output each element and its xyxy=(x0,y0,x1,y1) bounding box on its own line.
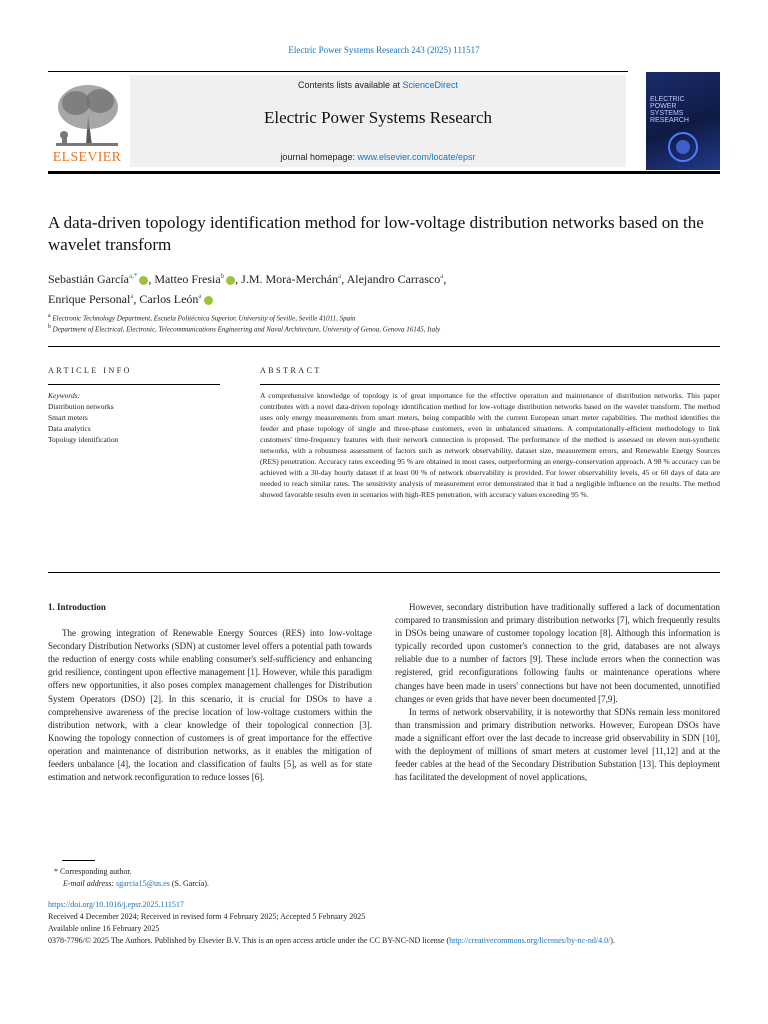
article-title: A data-driven topology identification method for low-voltage distribution networks based on the wavelet transform xyxy=(48,213,704,254)
cover-title: ELECTRIC POWER SYSTEMS RESEARCH xyxy=(650,96,689,124)
author-name[interactable]: J.M. Mora-Merchán xyxy=(241,272,339,286)
doi-link[interactable]: https://doi.org/10.1016/j.epsr.2025.111517 xyxy=(48,900,184,909)
license-link[interactable]: http://creativecommons.org/licenses/by-nc-nd/4.0/ xyxy=(449,936,611,945)
journal-name: Electric Power Systems Research xyxy=(263,108,492,127)
body-paragraph: In terms of network observability, it is noteworthy that SDNs remain less monitored than transmission and primary distribution networks. However, European DSOs have made a significant effort over the last decade to increase grid observability in SDN [10], with the deployment of millions of smart meters at customer level [11,12] and at the feeder cables at the head of the Secondary Distribution Substation [13]. This deployment has facilitated the development of novel applications, xyxy=(395,706,720,783)
header-bottom-rule xyxy=(48,171,720,174)
author-name[interactable]: Sebastián García xyxy=(48,272,129,286)
license-line: 0378-7796/© 2025 The Authors. Published by Elsevier B.V. This is an open access article under the CC BY-NC-ND license (http://creativecommons.org/licenses/by-nc-nd/4.0/). xyxy=(48,936,615,945)
author-name[interactable]: Matteo Fresia xyxy=(154,272,221,286)
keywords-label: Keywords: xyxy=(48,391,81,400)
footnote-rule xyxy=(62,860,95,861)
available-online: Available online 16 February 2025 xyxy=(48,924,160,933)
homepage-link[interactable]: www.elsevier.com/locate/epsr xyxy=(357,152,476,162)
keyword: Smart meters xyxy=(48,413,88,422)
author-name[interactable]: Enrique Personal xyxy=(48,292,131,306)
divider xyxy=(48,384,220,385)
author-name[interactable]: Alejandro Carrasco xyxy=(346,272,441,286)
affiliation: $^b$ Department of Electrical, Electronic, Telecommunications Engineering and Naval Architecture, University of Genoa, Genova 16145, Italy xyxy=(48,324,441,334)
header-top-rule xyxy=(48,71,628,72)
received-dates: Received 4 December 2024; Received in revised form 4 February 2025; Accepted 5 February 2025 xyxy=(48,912,366,921)
keywords-block xyxy=(48,390,228,445)
divider xyxy=(48,346,720,347)
homepage-line: journal homepage: www.elsevier.com/locate/epsr xyxy=(280,152,476,162)
body-paragraph: The growing integration of Renewable Energy Sources (RES) into low-voltage Secondary Distribution Networks (SDN) at customer level offers a potential path towards the reduction of energy costs while enabling consumer's self-sufficiency and enhancing grid resilience, contingent upon effective management [1]. However, while this paradigm offers new opportunities, it also poses complex management challenges for Distribution System Operators (DSO) [2]. In this scenario, it is crucial for DSOs to have a comprehensive awareness of the precise location of low-voltage customers within the distribution network, with a clear knowledge of their topological connection [3]. Knowing the topology connection of customers is of great importance for the effective operation and maintenance of distribution networks, as it enables the mitigation of feeders unbalance [4], the location and classification of faults [5], as well as for state estimation and network reconfiguration to reduce losses [6]. xyxy=(48,628,372,783)
journal-cover xyxy=(646,72,720,170)
article-info-heading: ARTICLE INFO xyxy=(48,366,132,375)
orcid-icon[interactable] xyxy=(139,276,148,285)
author-list: Sebastián García$^{a,*}$ , Matteo Fresia$^b$ , J.M. Mora-Merchán$^a$, Alejandro Carrasco$^a$, Enrique Personal$^a$, Carlos León$^a$ xyxy=(48,272,447,306)
body-right-column xyxy=(395,601,720,784)
abstract-text: A comprehensive knowledge of topology is of great importance for the effective operation and maintenance of distribution networks. This paper contributes with a novel data-driven topology identification method for low-voltage distribution networks based on the wavelet transform. The method uses only energy measurements from smart meters, being compatible with the current European smart meter capabilities. The method identifies the feeder and phase topology of single and three-phase customers, even in unbalanced situations. A computationally-efficient methodology to link customers' time-frequency features with their network connection is proposed. The performance of the method is assessed on eleven non-synthetic networks, with a robustness assessment of factors such as network observability, dataset size, measurement errors, and Renewable Energy Sources (RES) penetration. Accuracy rates exceeding 95 % are obtained in most cases, outperforming an energy-conservation approach. A 98 % accuracy can be achieved with a 30-day hourly dataset if at least 00 % of network observability is provided. For lower observability levels, 45 or 60 days of data are needed to reach similar rates. The sensitivity analysis of measurement error demonstrated that it had a negligible influence on the results. The method showed favorable results even in scenarios with high-RES penetration, with accuracy values exceeding 95 %. xyxy=(260,391,720,499)
affiliation: $^a$ Electronic Technology Department, Escuela Politécnica Superior, University of Seville, Seville 41011, Spain xyxy=(48,313,356,323)
corresponding-author: * Corresponding author. xyxy=(54,867,132,876)
body-paragraph: However, secondary distribution have traditionally suffered a lack of documentation compared to transmission and primary distribution networks [7], which frequently results in DSOs being unaware of customer topology location [8]. Although this information is typically recorded upon customer's connection to the grid, databases are not always reliable due to a number of factors [9]. These include errors when the connection was registered, grid reconfigurations following faults or maintenance operations where changes have been made in users' connections but have not been documented, unnotified changes or even grids that have never been documented [7,9]. xyxy=(395,602,720,704)
divider xyxy=(260,384,720,385)
contents-line: Contents lists available at ScienceDirect xyxy=(297,80,459,90)
sciencedirect-link[interactable]: ScienceDirect xyxy=(402,80,459,90)
email-link[interactable]: sgarcia15@us.es xyxy=(116,879,170,888)
keyword: Data analytics xyxy=(48,424,91,433)
section-heading: 1. Introduction xyxy=(48,602,106,612)
divider xyxy=(48,572,720,573)
cover-art-icon xyxy=(656,130,710,164)
journal-citation[interactable]: Electric Power Systems Research 243 (2025) 111517 xyxy=(288,45,480,55)
email-line: E-mail address: sgarcia15@us.es (S. García). xyxy=(63,879,209,888)
elsevier-wordmark: ELSEVIER xyxy=(52,150,122,165)
orcid-icon[interactable] xyxy=(204,296,213,305)
orcid-icon[interactable] xyxy=(226,276,235,285)
body-left-column xyxy=(48,601,372,784)
abstract-heading: ABSTRACT xyxy=(260,366,322,375)
keyword: Topology identification xyxy=(48,435,119,444)
author-name[interactable]: Carlos León xyxy=(139,292,199,306)
keyword: Distribution networks xyxy=(48,402,114,411)
